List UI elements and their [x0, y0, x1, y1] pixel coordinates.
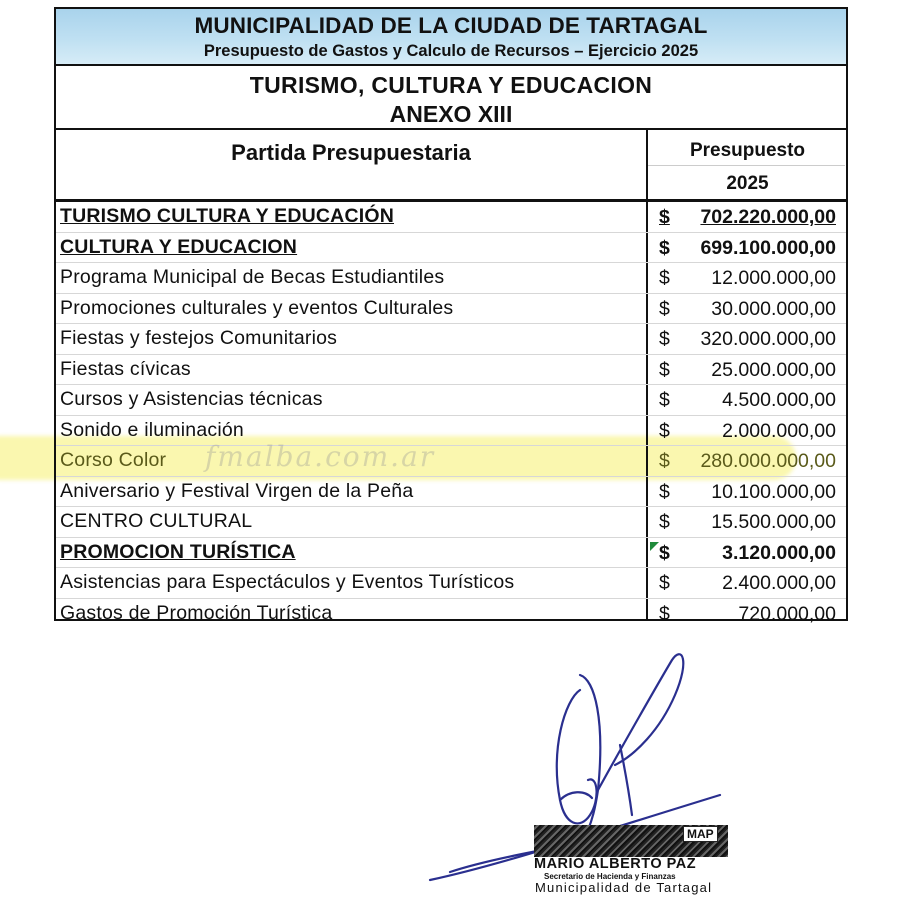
row-label: CULTURA Y EDUCACION: [60, 235, 298, 258]
currency-symbol: $: [659, 602, 670, 625]
header-divider: [648, 165, 845, 166]
row-amount: 25.000.000,00: [711, 358, 836, 381]
row-label: Promociones culturales y eventos Culturales: [60, 296, 454, 319]
row-label: Asistencias para Espectáculos y Eventos Turísticos: [60, 571, 515, 593]
table-row: [56, 385, 846, 416]
table-row: [56, 477, 846, 508]
row-label: Sonido e iluminación: [60, 418, 244, 441]
table-row: [56, 507, 846, 538]
row-amount: 10.100.000,00: [711, 480, 836, 503]
currency-symbol: $: [659, 389, 670, 411]
table-row: [56, 202, 846, 233]
currency-symbol: $: [659, 206, 670, 228]
row-amount: 702.220.000,00: [700, 206, 836, 228]
row-label: Programa Municipal de Becas Estudiantiles: [60, 266, 445, 288]
column-header-year: 2025: [726, 173, 769, 194]
municipality-title: MUNICIPALIDAD DE LA CIUDAD DE TARTAGAL: [194, 13, 708, 38]
currency-symbol: $: [659, 450, 670, 472]
row-label: TURISMO CULTURA Y EDUCACIÓN: [60, 205, 395, 227]
row-label: Corso Color: [60, 449, 167, 471]
row-amount: 4.500.000,00: [722, 389, 836, 411]
row-label: Aniversario y Festival Virgen de la Peña: [60, 479, 414, 502]
row-label: CENTRO CULTURAL: [60, 510, 253, 532]
document-header: [56, 9, 846, 66]
row-amount: 699.100.000,00: [700, 236, 836, 259]
table-row: [56, 538, 846, 569]
column-header-budget: Presupuesto: [689, 140, 806, 161]
currency-symbol: $: [659, 328, 670, 350]
table-row-highlighted: [56, 446, 846, 477]
row-label: Gastos de Promoción Turística: [60, 601, 333, 624]
section-title: TURISMO, CULTURA Y EDUCACION: [249, 72, 653, 98]
table-row: [56, 324, 846, 355]
row-label: Fiestas cívicas: [60, 357, 191, 380]
column-header-item: Partida Presupuestaria: [231, 140, 471, 165]
column-headers: [56, 130, 846, 202]
row-amount: 15.500.000,00: [711, 511, 836, 533]
row-label: Cursos y Asistencias técnicas: [60, 388, 323, 410]
row-label: Fiestas y festejos Comunitarios: [60, 327, 338, 349]
row-amount: 3.120.000,00: [722, 541, 836, 564]
table-row: [56, 263, 846, 294]
currency-symbol: $: [659, 511, 670, 533]
row-amount: 320.000.000,00: [700, 328, 836, 350]
table-row: [56, 568, 846, 599]
currency-symbol: $: [659, 480, 670, 503]
currency-symbol: $: [659, 419, 670, 442]
row-amount: 2.400.000,00: [722, 572, 836, 594]
stamp-organization: Municipalidad de Tartagal: [535, 880, 713, 895]
stamp-role: Secretario de Hacienda y Finanzas: [544, 872, 676, 881]
currency-symbol: $: [659, 267, 670, 289]
table-row: [56, 233, 846, 264]
currency-symbol: $: [659, 572, 670, 594]
table-body: [56, 202, 846, 629]
currency-symbol: $: [659, 297, 670, 320]
table-row: [56, 416, 846, 447]
budget-subtitle: Presupuesto de Gastos y Calculo de Recursos – Ejercicio 2025: [203, 42, 699, 60]
annex-title: ANEXO XIII: [389, 101, 513, 127]
table-row: [56, 599, 846, 630]
section-header: [56, 66, 846, 130]
row-amount: 720.000,00: [738, 602, 836, 625]
row-amount: 280.000.000,00: [700, 450, 836, 472]
table-row: [56, 355, 846, 386]
currency-symbol: $: [659, 541, 670, 564]
budget-table: [54, 7, 848, 625]
row-amount: 2.000.000,00: [722, 419, 836, 442]
currency-symbol: $: [659, 358, 670, 381]
currency-symbol: $: [659, 236, 670, 259]
stamp-name: MARIO ALBERTO PAZ: [534, 856, 697, 872]
row-amount: 12.000.000,00: [711, 267, 836, 289]
stamp-tag: MAP: [683, 826, 718, 842]
row-label: PROMOCION TURÍSTICA: [60, 540, 296, 563]
row-amount: 30.000.000,00: [711, 297, 836, 320]
table-row: [56, 294, 846, 325]
watermark: fmalba.com.ar: [205, 440, 436, 473]
